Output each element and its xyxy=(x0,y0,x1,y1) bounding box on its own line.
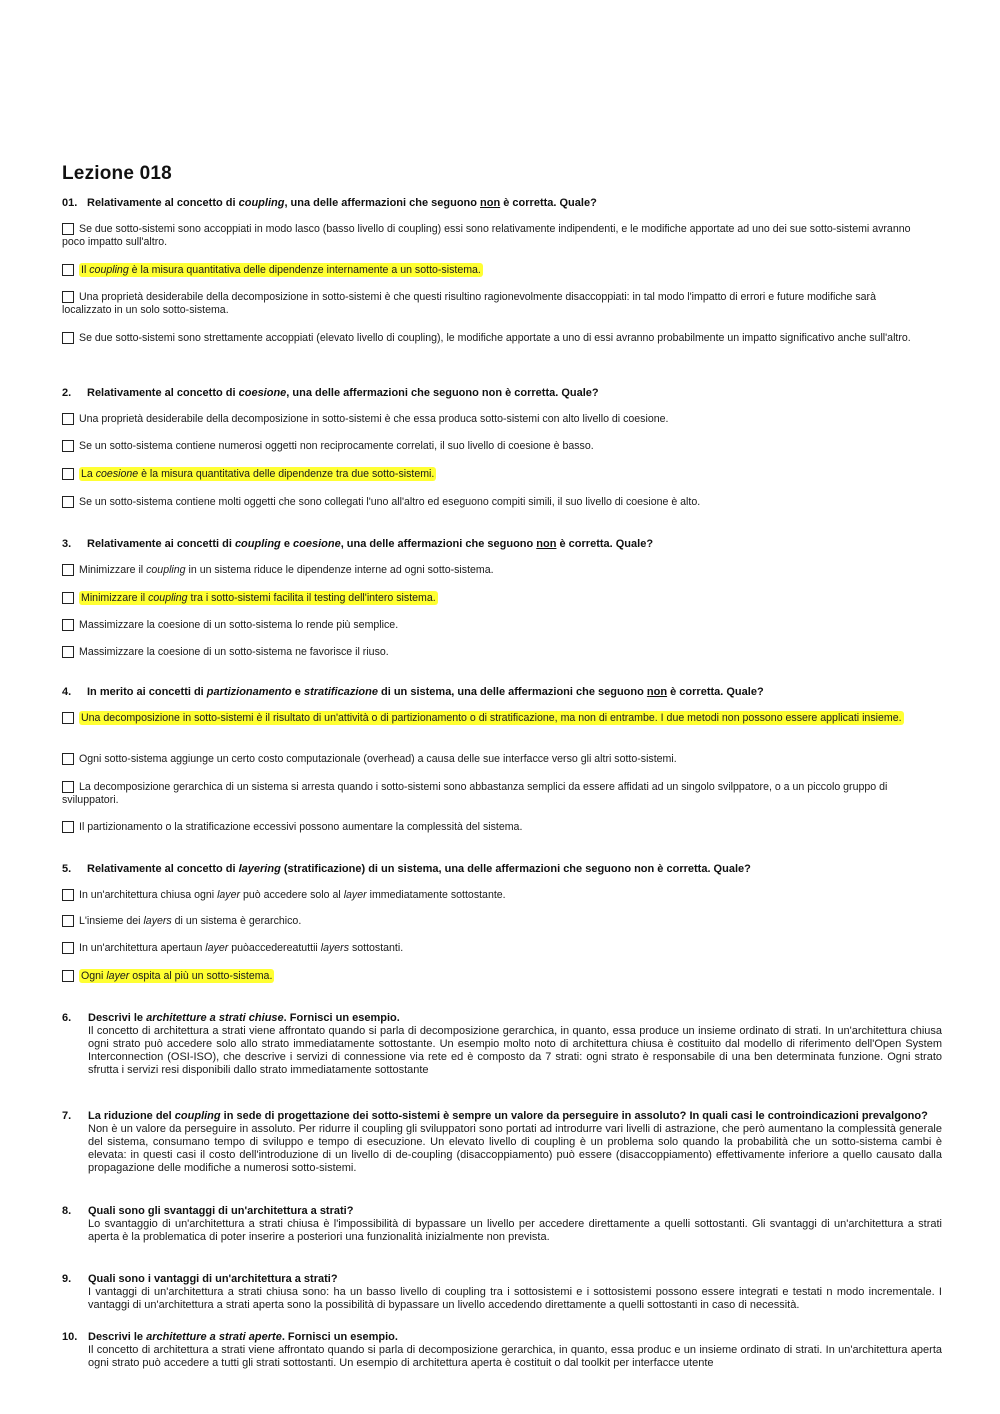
question-5: 5. Relativamente al concetto di layering (stratificazione) di un sistema, una delle affermazioni che seguono non è corretta. Quale? xyxy=(62,863,751,875)
question-6-answer: Il concetto di architettura a strati viene affrontato quando si parla di decomposizione gerarchica, in quanto, essa produce un insieme ordinato di strati. In un'architettura chiusa ogni strato può accedere solo allo strato immediatamente sottostante. Un esempio molto noto di architettura chiusa è costituito dal modello di riferimento dell'Open System Interconnection (OSI-ISO), che descrive i servizi di connessione via rete ed è composto da 7 strati: ogni strato è responsabile di una ben determinata funzione. Ogni strato sfrutta i servizi resi disponibili dallo strato immediatamente sottostante xyxy=(88,1025,942,1076)
checkbox[interactable] xyxy=(62,712,74,724)
highlight: Minimizzare il coupling tra i sotto-sistemi facilita il testing dell'intero sistema. xyxy=(81,592,436,604)
question-8-title: 8. Quali sono gli svantaggi di un'architettura a strati? xyxy=(62,1205,354,1217)
question-10-answer: Il concetto di architettura a strati viene affrontato quando si parla di decomposizione gerarchica, in quanto, essa produc e un insieme ordinato di strati. In un'architettura aperta ogni strato può accedere a tutti gli strati sottostanti. Un esempio di architettura aperta è costituit o dal toolkit per interfacce utente xyxy=(88,1344,942,1369)
question-7 xyxy=(62,1110,942,1175)
question-9-title: 9. Quali sono i vantaggi di un'architettura a strati? xyxy=(62,1273,338,1285)
question-1: 01. Relativamente al concetto di coupling, una delle affermazioni che seguono non è corretta. Quale? xyxy=(62,197,597,209)
checkbox[interactable] xyxy=(62,942,74,954)
q5-option-4[interactable] xyxy=(62,970,914,983)
checkbox[interactable] xyxy=(62,915,74,927)
checkbox[interactable] xyxy=(62,413,74,425)
q1-option-1[interactable]: Se due sotto-sistemi sono accoppiati in modo lasco (basso livello di coupling) essi sono relativamente indipendenti, e le modifiche apportate ad uno dei sue sotto-sistemi avranno poco impatto sull'altro. xyxy=(62,223,911,248)
question-9 xyxy=(62,1273,942,1312)
checkbox[interactable] xyxy=(62,291,74,303)
checkbox[interactable] xyxy=(62,468,74,480)
checkbox[interactable] xyxy=(62,889,74,901)
q1-option-4[interactable]: Se due sotto-sistemi sono strettamente accoppiati (elevato livello di coupling), le modifiche apportate a uno di essi avranno probabilmente un impatto significativo anche sull'altro. xyxy=(62,332,914,345)
checkbox[interactable] xyxy=(62,970,74,982)
checkbox[interactable] xyxy=(62,646,74,658)
checkbox[interactable] xyxy=(62,332,74,344)
q3-option-4[interactable]: Massimizzare la coesione di un sotto-sistema ne favorisce il riuso. xyxy=(62,646,914,659)
checkbox[interactable] xyxy=(62,496,74,508)
q5-option-1[interactable]: In un'architettura chiusa ogni layer può accedere solo al layer immediatamente sottostante. xyxy=(62,889,914,902)
checkbox[interactable] xyxy=(62,264,74,276)
q2-option-4[interactable]: Se un sotto-sistema contiene molti oggetti che sono collegati l'uno all'altro ed eseguono compiti simili, il suo livello di coesione è alto. xyxy=(62,496,914,509)
highlight: Una decomposizione in sotto-sistemi è il risultato di un'attività o di partizionamento o di stratificazione, ma non di entrambe. I due metodi non possono essere applicati insieme. xyxy=(81,712,902,724)
q4-option-4[interactable]: Il partizionamento o la stratificazione eccessivi possono aumentare la complessità del sistema. xyxy=(62,821,914,834)
q5-option-2[interactable]: L'insieme dei layers di un sistema è gerarchico. xyxy=(62,915,914,928)
q4-option-2[interactable]: Ogni sotto-sistema aggiunge un certo costo computazionale (overhead) a causa delle sue interfacce verso gli altri sotto-sistemi. xyxy=(62,753,914,766)
q3-option-3[interactable]: Massimizzare la coesione di un sotto-sistema lo rende più semplice. xyxy=(62,619,914,632)
q1-option-2[interactable] xyxy=(62,264,914,277)
question-2: 2. Relativamente al concetto di coesione, una delle affermazioni che seguono non è corretta. Quale? xyxy=(62,387,599,399)
q4-option-3[interactable]: La decomposizione gerarchica di un sistema si arresta quando i sotto-sistemi sono abbastanza semplici da essere affidati ad un singolo svilppatore, o a un piccolo gruppo di sviluppatori. xyxy=(62,781,888,806)
question-4: 4. In merito ai concetti di partizionamento e stratificazione di un sistema, una delle affermazioni che seguono non è corretta. Quale? xyxy=(62,686,764,698)
checkbox[interactable] xyxy=(62,753,74,765)
checkbox[interactable] xyxy=(62,592,74,604)
question-6 xyxy=(62,1012,942,1077)
checkbox[interactable] xyxy=(62,223,74,235)
q4-option-1[interactable] xyxy=(62,712,914,725)
q1-option-3[interactable]: Una proprietà desiderabile della decomposizione in sotto-sistemi è che questi risultino ragionevolmente disaccoppiati: in tal modo l'impatto di errori e future modifiche sarà localizzato in un solo sotto-sistema. xyxy=(62,291,876,316)
lesson-title: Lezione 018 xyxy=(62,163,172,184)
question-6-title: 6. Descrivi le architetture a strati chiuse. Fornisci un esempio. xyxy=(62,1012,400,1024)
highlight: Il coupling è la misura quantitativa delle dipendenze internamente a un sotto-sistema. xyxy=(81,264,481,276)
q2-option-3[interactable] xyxy=(62,468,914,481)
highlight: Ogni layer ospita al più un sotto-sistema. xyxy=(81,970,273,982)
checkbox[interactable] xyxy=(62,781,74,793)
checkbox[interactable] xyxy=(62,564,74,576)
q5-option-3[interactable]: In un'architettura apertaun layer puòaccedereatuttii layers sottostanti. xyxy=(62,942,914,955)
checkbox[interactable] xyxy=(62,821,74,833)
checkbox[interactable] xyxy=(62,619,74,631)
q3-option-2[interactable] xyxy=(62,592,914,605)
question-7-title: 7. La riduzione del coupling in sede di progettazione dei sotto-sistemi è sempre un valore da perseguire in assoluto? In quali casi le controindicazioni prevalgono? xyxy=(62,1110,928,1122)
question-8 xyxy=(62,1205,942,1244)
question-8-answer: Lo svantaggio di un'architettura a strati chiusa è l'impossibilità di bypassare un livello per accedere direttamente a quelli sottostanti. Gli svantaggi di un'architettura a strati aperta è la problematica di poter inserire a posteriori una funzionalità inizialmente non prevista. xyxy=(88,1218,942,1243)
q2-option-1[interactable]: Una proprietà desiderabile della decomposizione in sotto-sistemi è che essa produca sotto-sistemi con alto livello di coesione. xyxy=(62,413,914,426)
highlight: La coesione è la misura quantitativa delle dipendenze tra due sotto-sistemi. xyxy=(81,468,435,480)
question-9-answer: I vantaggi di un'architettura a strati chiusa sono: ha un basso livello di coupling tra i sottosistemi e i sottosistemi possono essere integrati e testati n modo incrementale. I vantaggi di un'architettura a strati aperta sono la possibilità di bypassare un livello accedendo direttamente a quelli sottostanti in caso di necessità. xyxy=(88,1286,942,1311)
question-10-title: 10. Descrivi le architetture a strati aperte. Fornisci un esempio. xyxy=(62,1331,398,1343)
q3-option-1[interactable]: Minimizzare il coupling in un sistema riduce le dipendenze interne ad ogni sotto-sistema. xyxy=(62,564,914,577)
question-3: 3. Relativamente ai concetti di coupling e coesione, una delle affermazioni che seguono non è corretta. Quale? xyxy=(62,538,654,550)
question-7-answer: Non è un valore da perseguire in assoluto. Per ridurre il coupling gli sviluppatori sono portati ad introdurre vari livelli di astrazione, che però aumentano la complessità generale del sistema, consumano tempo di sviluppo e tempo di esecuzione. Un elevato livello di coupling è un problema solo quando la probabilità che un sotto-sistema cambi è elevata: in questi casi il costo dell'introduzione di un livello di de-coupling (disaccoppiamento) può essere (disaccoppiamento) effettivamente inferiore a quello causato dalla propagazione delle modifiche a numerosi sotto-sistemi. xyxy=(88,1123,942,1174)
checkbox[interactable] xyxy=(62,440,74,452)
q2-option-2[interactable]: Se un sotto-sistema contiene numerosi oggetti non reciprocamente correlati, il suo livello di coesione è basso. xyxy=(62,440,914,453)
question-10 xyxy=(62,1331,942,1370)
